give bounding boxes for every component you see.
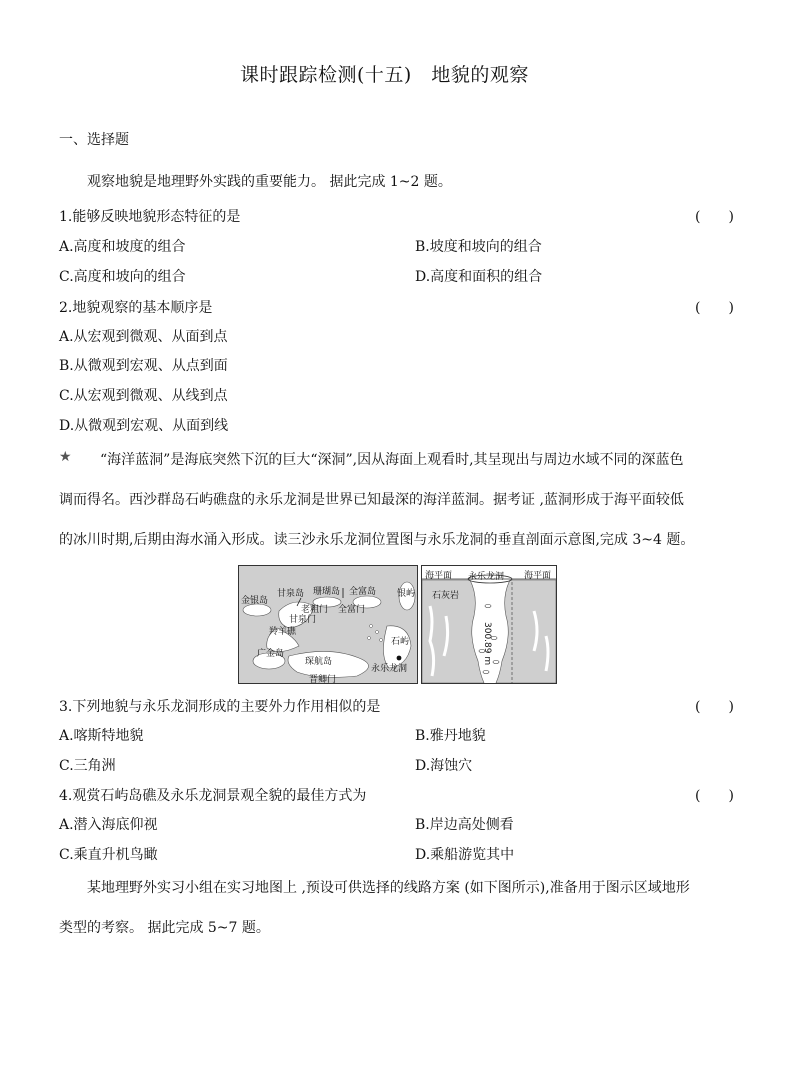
q1-option-a[interactable]: A.高度和坡度的组合 (59, 239, 186, 255)
question-3-answer-blank: ( ) (695, 699, 734, 715)
section-heading: 一、选择题 (59, 132, 129, 148)
question-3-stem: 3.下列地貌与永乐龙洞形成的主要外力作用相似的是 (59, 699, 381, 715)
sea-level-left-label: 海平面 (425, 571, 453, 581)
question-1-answer-blank: ( ) (695, 209, 734, 225)
q2-option-a[interactable]: A.从宏观到微观、从面到点 (59, 329, 228, 345)
depth-label: 300.89 m (482, 622, 492, 666)
q4-option-c[interactable]: C.乘直升机鸟瞰 (59, 847, 158, 863)
intro-text: 观察地貌是地理野外实践的重要能力。 据此完成 1~2 题。 (87, 174, 452, 190)
q2-option-c[interactable]: C.从宏观到微观、从线到点 (59, 388, 228, 404)
passage-line-3: 的冰川时期,后期由海水涌入形成。读三沙永乐龙洞位置图与永乐龙洞的垂直剖面示意图,完成 3~4 题。 (59, 532, 695, 548)
map-label: 甘泉岛 (277, 589, 305, 599)
q3-option-c[interactable]: C.三角洲 (59, 758, 116, 774)
q4-option-a[interactable]: A.潜入海底仰视 (59, 817, 158, 833)
passage-line-1: “海洋蓝洞”是海底突然下沉的巨大“深洞”,因从海面上观看时,其呈现出与周边水域不同的深蓝色 (100, 452, 684, 468)
vertical-profile (421, 565, 557, 684)
q1-option-d[interactable]: D.高度和面积的组合 (415, 269, 543, 285)
star-icon: ★ (59, 449, 72, 465)
location-map (238, 565, 418, 684)
rock-label: 石灰岩 (432, 591, 460, 601)
map-label: 琛航岛 (305, 657, 333, 667)
map-label: 珊瑚岛 (313, 587, 341, 597)
q2-option-d[interactable]: D.从微观到宏观、从面到线 (59, 418, 229, 434)
map-label: 广金岛 (257, 649, 285, 659)
map-label: 晋卿门 (309, 675, 337, 684)
map-label: 羚羊礁 (269, 627, 297, 637)
passage-3-line-2: 类型的考察。 据此完成 5~7 题。 (59, 920, 270, 936)
q2-option-b[interactable]: B.从微观到宏观、从点到面 (59, 358, 228, 374)
map-label: 石屿 (391, 637, 410, 647)
map-label: 金银岛 (241, 596, 269, 606)
map-label: 全富岛 (349, 587, 377, 597)
question-4-answer-blank: ( ) (695, 788, 734, 804)
q4-option-b[interactable]: B.岸边高处侧看 (415, 817, 514, 833)
map-label: 老粗门 (301, 605, 329, 615)
map-label: 银屿 (397, 589, 416, 599)
passage-line-2: 调而得名。西沙群岛石屿礁盘的永乐龙洞是世界已知最深的海洋蓝洞。据考证 ,蓝洞形成于海平面较低 (59, 492, 684, 508)
question-1-stem: 1.能够反映地貌形态特征的是 (59, 209, 241, 225)
question-2-answer-blank: ( ) (695, 300, 734, 316)
map-label: 永乐龙洞 (371, 664, 408, 674)
q4-option-d[interactable]: D.乘船游览其中 (415, 847, 515, 863)
q3-option-b[interactable]: B.雅丹地貌 (415, 728, 486, 744)
question-4-stem: 4.观赏石屿岛礁及永乐龙洞景观全貌的最佳方式为 (59, 788, 367, 804)
question-2-stem: 2.地貌观察的基本顺序是 (59, 300, 213, 316)
page-title: 课时跟踪检测(十五) 地貌的观察 (240, 64, 529, 86)
sea-level-right-label: 海平面 (524, 571, 552, 581)
map-label: 全富门 (338, 605, 366, 615)
hole-label: 永乐龙洞 (468, 572, 505, 582)
q3-option-d[interactable]: D.海蚀穴 (415, 758, 473, 774)
q1-option-b[interactable]: B.坡度和坡向的组合 (415, 239, 542, 255)
q1-option-c[interactable]: C.高度和坡向的组合 (59, 269, 186, 285)
q3-option-a[interactable]: A.喀斯特地貌 (59, 728, 144, 744)
passage-3-line-1: 某地理野外实习小组在实习地图上 ,预设可供选择的线路方案 (如下图所示),准备用于图示区域地形 (87, 880, 690, 896)
map-label: 甘泉门 (289, 615, 317, 625)
